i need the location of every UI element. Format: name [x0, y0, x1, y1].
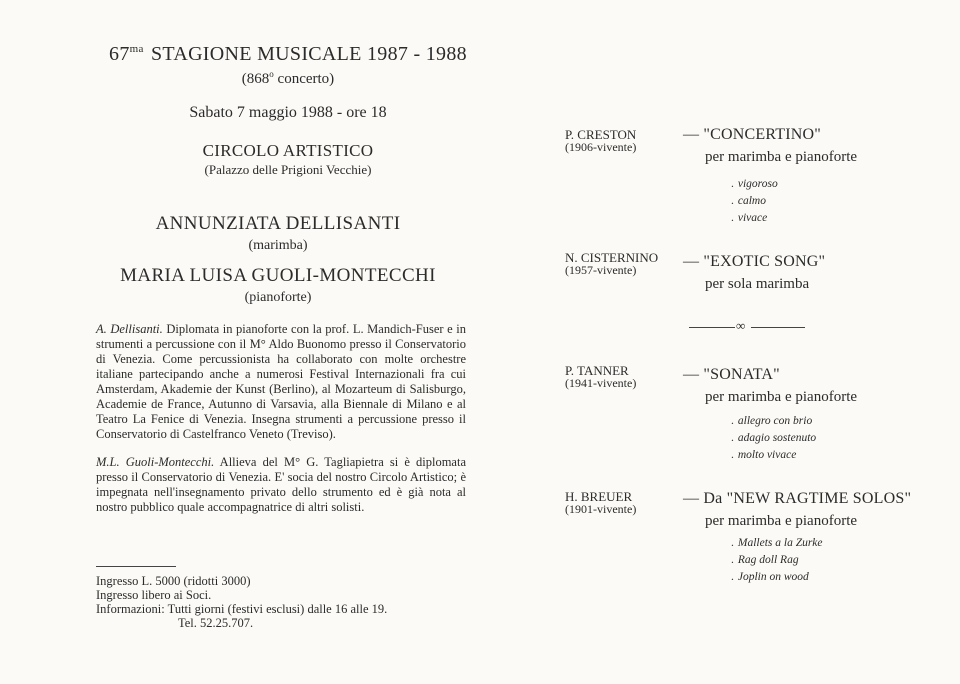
- composer: [565, 490, 675, 516]
- composer-dates: (1957-vivente): [565, 263, 637, 277]
- movement-name: molto vivace: [737, 449, 797, 461]
- bullet: .: [731, 195, 734, 207]
- work-title: — "CONCERTINO": [683, 126, 822, 143]
- bio-text: Diplomata in pianoforte con la prof. L. Mandich-Fuser e in strumenti a percussione con il M° Aldo Buonomo presso il Conservatorio di Venezia. Come percussionista ha collaborato con molte orchestre italiane partecipando anche a numerosi Festival Internazionali fra cui Amsterdam, Akademie der Kunst (Berlino), al Mozarteum di Salisburgo, Academie de France, Autunno di Varsavia, alla Biennale di Milano e al Teatro La Fenice di Venezia. Insegna strumenti a percussione presso il Conservatorio di Castelfranco Veneto (Treviso).: [96, 322, 466, 441]
- ticket-price: Ingresso L. 5000 (ridotti 3000): [96, 574, 251, 588]
- composer-name: P. CRESTON: [565, 127, 637, 142]
- composer-name: H. BREUER: [565, 489, 633, 504]
- concert-number-open: (868: [241, 71, 270, 87]
- divider-line: [751, 327, 805, 328]
- movement-item: [731, 535, 823, 552]
- work-instrumentation: per marimba e pianoforte: [705, 389, 858, 405]
- bullet: .: [731, 571, 734, 583]
- movement-item: [731, 413, 816, 430]
- movement-name: adagio sostenuto: [737, 432, 817, 444]
- bullet: .: [731, 178, 734, 190]
- concert-date-time: Sabato 7 maggio 1988 - ore 18: [189, 104, 387, 121]
- bullet: .: [731, 537, 734, 549]
- movement-item: [731, 447, 816, 464]
- work: [683, 126, 953, 166]
- footer-rule: [96, 566, 176, 567]
- bullet: .: [731, 554, 734, 566]
- concert-number-close: concerto): [273, 71, 335, 87]
- work-instrumentation: per sola marimba: [705, 276, 810, 292]
- movement-item: [731, 193, 778, 210]
- composer: [565, 251, 675, 277]
- work: [683, 253, 953, 293]
- movement-item: [731, 176, 778, 193]
- movement-name: vivace: [737, 212, 768, 224]
- season-title: [78, 43, 498, 66]
- bullet: .: [731, 432, 734, 444]
- infinity-symbol: ∞: [736, 318, 746, 333]
- work-title: — "SONATA": [683, 366, 780, 383]
- movement-item: [731, 210, 778, 227]
- movements-list: [731, 535, 823, 586]
- composer-dates: (1901-vivente): [565, 502, 637, 516]
- bullet: .: [731, 415, 734, 427]
- composer: [565, 364, 675, 390]
- movement-name: calmo: [737, 195, 766, 207]
- performer-instrument: (pianoforte): [244, 290, 312, 305]
- movement-item: [731, 552, 823, 569]
- season-ordinal-suffix: ma: [129, 43, 144, 56]
- program-divider: [689, 319, 805, 333]
- bio-text: Allieva del M° G. Tagliapietra si è diplomata presso il Conservatorio di Venezia. E' socia del nostro Circolo Artistico; è impegnata nell'insegnamento privato dello strumento ed è già nota al nostro pubblico quale accompagnatrice di altri solisti.: [96, 455, 466, 514]
- movement-name: Mallets a la Zurke: [737, 537, 823, 549]
- movements-list: [731, 176, 778, 227]
- work-instrumentation: per marimba e pianoforte: [705, 149, 858, 165]
- bio-lead: M.L. Guoli-Montecchi.: [96, 455, 215, 469]
- info-phone: Tel. 52.25.707.: [178, 616, 254, 630]
- movement-name: Rag doll Rag: [737, 554, 799, 566]
- performer-bio: [96, 322, 466, 442]
- composer-name: N. CISTERNINO: [565, 250, 659, 265]
- performer-name: MARIA LUISA GUOLI-MONTECCHI: [120, 265, 436, 286]
- work-instrumentation: per marimba e pianoforte: [705, 513, 858, 529]
- concert-number: [78, 69, 498, 88]
- performer-bio: [96, 455, 466, 515]
- performer-name: ANNUNZIATA DELLISANTI: [155, 213, 401, 234]
- movement-name: Joplin on wood: [737, 571, 809, 583]
- divider-line: [689, 327, 735, 328]
- bio-lead: A. Dellisanti.: [96, 322, 163, 336]
- movement-item: [731, 430, 816, 447]
- season-title-text: STAGIONE MUSICALE 1987 - 1988: [150, 43, 467, 65]
- info-hours: Informazioni: Tutti giorni (festivi esclusi) dalle 16 alle 19.: [96, 602, 388, 616]
- work: [683, 366, 953, 406]
- bullet: .: [731, 449, 734, 461]
- season-number: 67: [109, 43, 130, 65]
- venue-name: CIRCOLO ARTISTICO: [202, 141, 374, 160]
- movements-list: [731, 413, 816, 464]
- work-title: — Da "NEW RAGTIME SOLOS": [683, 490, 912, 507]
- composer-dates: (1906-vivente): [565, 140, 637, 154]
- member-entry: Ingresso libero ai Soci.: [96, 588, 212, 602]
- bullet: .: [731, 212, 734, 224]
- work-title: — "EXOTIC SONG": [683, 253, 826, 270]
- work: [683, 490, 953, 530]
- composer: [565, 128, 675, 154]
- concert-number-sup: o: [269, 69, 274, 79]
- movement-name: vigoroso: [737, 178, 778, 190]
- composer-dates: (1941-vivente): [565, 376, 637, 390]
- movement-name: allegro con brio: [737, 415, 813, 427]
- composer-name: P. TANNER: [565, 363, 629, 378]
- performer-instrument: (marimba): [248, 238, 308, 253]
- venue-location: (Palazzo delle Prigioni Vecchie): [204, 162, 372, 177]
- movement-item: [731, 569, 823, 586]
